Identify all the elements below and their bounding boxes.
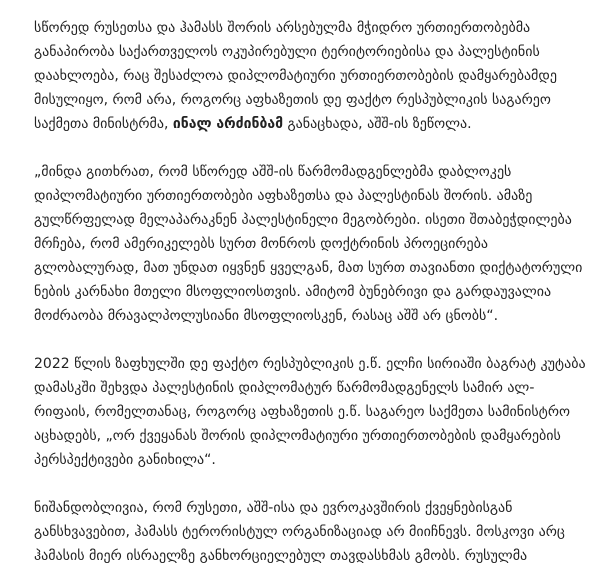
paragraph-2-quote: „მინდა გითხრათ, რომ სწორედ აშშ-ის წარმომადგენლებმა დაბლოკეს დიპლომატიური ურთიერთობები აფხაზეთსა და პალესტინას შორის. ამაზე გულწრფელად მელაპარაკნენ პალესტინელი მეგობრები. ისეთი შთაბეჭდილება მრჩება, რომ ამერიკელებს სურთ მონროს დოქტრინის პროეცირება გლობალურად, მათ უნდათ იყვნენ ყველგან, მათ სურთ თავიანთი დიქტატორული ნების კარნახი მთელი მსოფლიოსთვის. ამიტომ ბუნებრივი და გარდაუვალია მოძრაობა მრავალპოლუსიანი მსოფლიოსკენ, რასაც აშშ არ ცნობს“.	[34, 164, 583, 324]
paragraph-1-before: სწორედ რუსეთსა და ჰამასს შორის არსებულმა მჭიდრო ურთიერთობებმა განაპირობა საქართველოს ოკუპირებული ტერიტორიებისა და პალესტინის დაახლოება, რაც შესაძლოა დიპლომატიური ურთიერთობების დამყარებამდე მისულიყო, რომ არა, როგორც აფხაზეთის დე ფაქტო რესპუბლიკის საგარეო საქმეთა მინისტრმა,	[34, 20, 557, 132]
paragraph-1	[34, 16, 586, 136]
paragraph-3: 2022 წლის ზაფხულში დე ფაქტო რესპუბლიკის ე.წ. ელჩი სირიაში ბაგრატ კუტაბა დამასკში შეხვდა პალესტინის დიპლომატურ წარმომადგენელს სამირ ალ-რიფაის, რომელთანაც, როგორც აფხაზეთის ე.წ. საგარეო საქმეთა სამინისტრო აცხადებს, „ორ ქვეყანას შორის დიპლომატიური ურთიერთობების დამყარების პერსპექტივები განიხილა“.	[34, 356, 586, 468]
paragraph-4: ნიშანდობლივია, რომ რუსეთი, აშშ-ისა და ევროკავშირის ქვეყნებისგან განსხვავებით, ჰამასს ტერორისტულ ორგანიზაციად არ მიიჩნევს. მოსკოვი არც ჰამასის მიერ ისრაელზე განხორციელებულ თავდასხმას გმობს. რუსულმა	[34, 500, 565, 564]
scroll-area	[602, 0, 606, 570]
paragraph-1-after: განაცხადა, აშშ-ის ზეწოლა.	[287, 116, 472, 132]
person-name-inal-ardzinba: ინალ არძინბამ	[172, 116, 284, 132]
